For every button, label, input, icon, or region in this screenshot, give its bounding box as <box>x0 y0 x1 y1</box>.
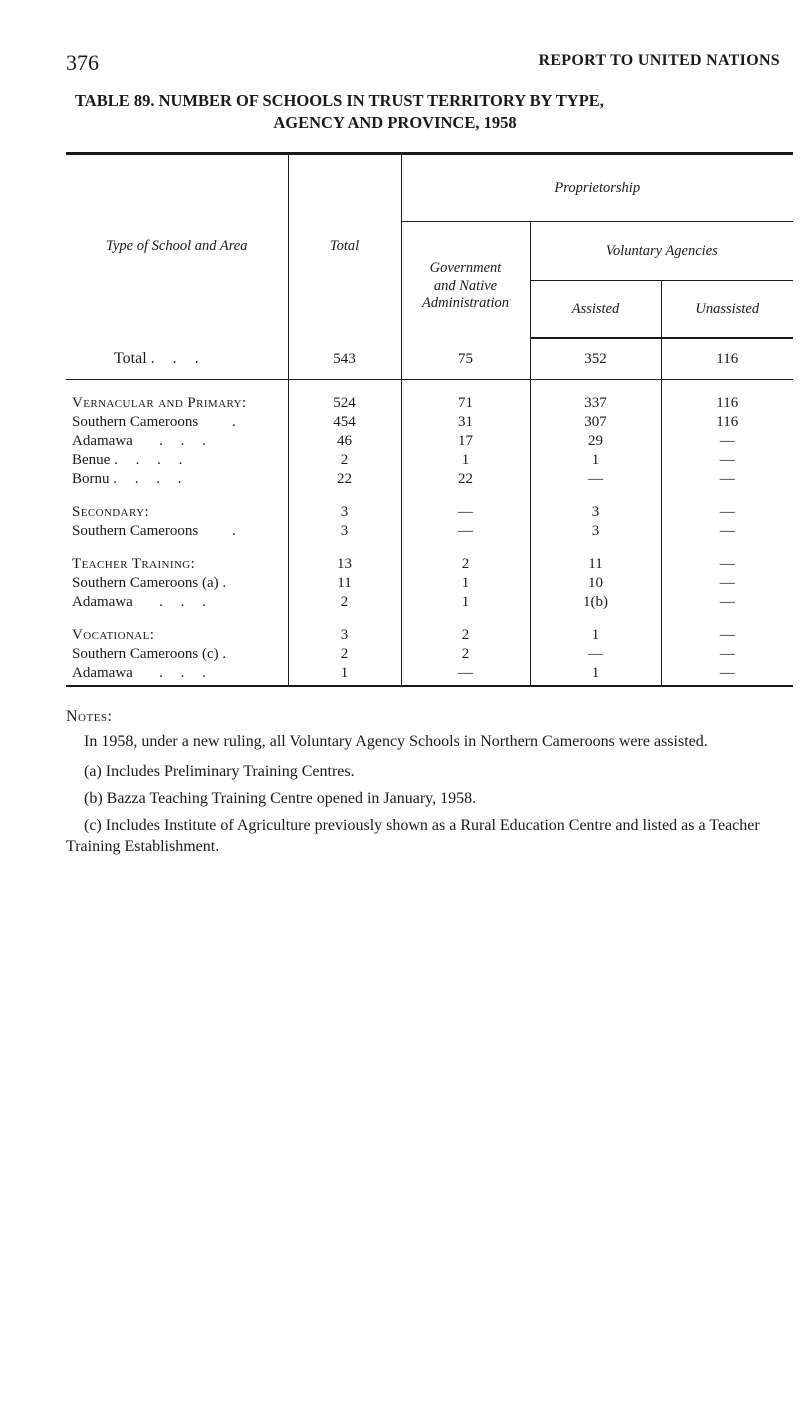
cell-total: 1 <box>288 664 401 686</box>
cell-unassisted: — <box>661 522 793 541</box>
cell-unassisted: — <box>661 503 793 522</box>
cell-assisted: 11 <box>530 555 661 574</box>
table-row <box>66 664 793 686</box>
cell-government: 31 <box>401 413 530 432</box>
cell-government: 1 <box>401 593 530 612</box>
cell-unassisted: — <box>661 432 793 451</box>
table-title <box>75 90 755 135</box>
table-title-line-1: TABLE 89. NUMBER OF SCHOOLS IN TRUST TERRITORY BY TYPE, <box>75 91 604 110</box>
cell-assisted: 307 <box>530 413 661 432</box>
cell-unassisted: — <box>661 664 793 686</box>
cell-government: 22 <box>401 470 530 489</box>
cell-government: 17 <box>401 432 530 451</box>
row-label: Total . . . <box>66 338 288 380</box>
cell-government: — <box>401 503 530 522</box>
table-row <box>66 522 793 541</box>
notes-heading: Notes: <box>66 708 113 725</box>
cell-total: 3 <box>288 522 401 541</box>
cell-assisted: 1(b) <box>530 593 661 612</box>
cell-unassisted: — <box>661 645 793 664</box>
page-header <box>66 50 780 80</box>
note-c: (c) Includes Institute of Agriculture previously shown as a Rural Education Centre and listed as a Teacher Training Establishment. <box>66 817 760 856</box>
cell-assisted: 29 <box>530 432 661 451</box>
cell-government: — <box>401 664 530 686</box>
cell-unassisted: — <box>661 451 793 470</box>
cell-unassisted: — <box>661 574 793 593</box>
cell-assisted: — <box>530 645 661 664</box>
header-total: Total <box>288 155 401 338</box>
header-unassisted: Unassisted <box>661 281 793 339</box>
header-proprietorship: Proprietorship <box>401 155 793 222</box>
cell-total: 22 <box>288 470 401 489</box>
row-label: Southern Cameroons . <box>72 414 243 430</box>
row-label: Adamawa . . . <box>72 433 213 449</box>
cell-government: 2 <box>401 626 530 645</box>
table-row <box>66 338 793 380</box>
cell-unassisted: 116 <box>661 338 793 380</box>
row-label: Adamawa . . . <box>72 594 213 610</box>
row-label: Bornu . . . . <box>72 471 189 487</box>
cell-total: 454 <box>288 413 401 432</box>
cell-total: 2 <box>288 593 401 612</box>
header-government <box>401 222 530 339</box>
note-general: In 1958, under a new ruling, all Voluntary Agency Schools in Northern Cameroons were assisted. <box>84 733 708 751</box>
cell-assisted: 1 <box>530 451 661 470</box>
cell-government: — <box>401 522 530 541</box>
cell-total: 3 <box>288 503 401 522</box>
header-assisted: Assisted <box>530 281 661 339</box>
header-government-line-2: and Native <box>433 277 498 294</box>
row-label: Vocational: <box>72 627 155 643</box>
header-type-of-school: Type of School and Area <box>66 155 288 338</box>
cell-assisted: 1 <box>530 664 661 686</box>
table-title-line-2: AGENCY AND PROVINCE, 1958 <box>273 113 517 133</box>
cell-unassisted: — <box>661 593 793 612</box>
cell-unassisted: — <box>661 626 793 645</box>
cell-unassisted: — <box>661 470 793 489</box>
cell-total: 11 <box>288 574 401 593</box>
row-label: Vernacular and Primary: <box>72 395 247 411</box>
notes-section <box>66 706 793 864</box>
header-voluntary-agencies: Voluntary Agencies <box>530 222 793 281</box>
cell-total: 543 <box>288 338 401 380</box>
row-label: Teacher Training: <box>72 556 196 572</box>
table-row <box>66 470 793 489</box>
table-row <box>66 394 793 413</box>
cell-total: 13 <box>288 555 401 574</box>
cell-government: 1 <box>401 574 530 593</box>
row-label: Southern Cameroons (a) . <box>72 575 234 591</box>
table-body <box>66 338 793 686</box>
cell-government: 2 <box>401 555 530 574</box>
cell-unassisted: 116 <box>661 413 793 432</box>
page-number: 376 <box>66 50 99 75</box>
running-head: REPORT TO UNITED NATIONS <box>538 52 780 69</box>
cell-assisted: 10 <box>530 574 661 593</box>
table-row <box>66 574 793 593</box>
table-row <box>66 451 793 470</box>
cell-total: 2 <box>288 451 401 470</box>
cell-unassisted: — <box>661 555 793 574</box>
cell-total: 46 <box>288 432 401 451</box>
cell-total: 2 <box>288 645 401 664</box>
cell-assisted: 3 <box>530 522 661 541</box>
cell-unassisted: 116 <box>661 394 793 413</box>
cell-government: 71 <box>401 394 530 413</box>
note-a: (a) Includes Preliminary Training Centres. <box>84 762 355 780</box>
cell-government: 1 <box>401 451 530 470</box>
header-government-line-3: Administration <box>421 295 509 312</box>
cell-total: 524 <box>288 394 401 413</box>
table-row <box>66 645 793 664</box>
table-row <box>66 555 793 574</box>
row-label: Adamawa . . . <box>66 664 288 686</box>
schools-table <box>66 152 793 687</box>
table-row <box>66 413 793 432</box>
cell-assisted: 337 <box>530 394 661 413</box>
cell-government: 2 <box>401 645 530 664</box>
cell-assisted: 1 <box>530 626 661 645</box>
table-row <box>66 432 793 451</box>
header-government-line-1: Government <box>429 260 502 277</box>
schools-table-wrapper <box>66 152 793 687</box>
row-label: Secondary: <box>72 504 150 520</box>
cell-total: 3 <box>288 626 401 645</box>
table-row <box>66 626 793 645</box>
row-label: Southern Cameroons . <box>72 523 243 539</box>
table-header <box>66 154 793 339</box>
cell-assisted: 3 <box>530 503 661 522</box>
table-row <box>66 593 793 612</box>
table-row <box>66 503 793 522</box>
note-b: (b) Bazza Teaching Training Centre opened in January, 1958. <box>84 789 477 807</box>
cell-assisted: — <box>530 470 661 489</box>
cell-assisted: 352 <box>530 338 661 380</box>
row-label: Benue . . . . <box>72 452 190 468</box>
cell-government: 75 <box>401 338 530 380</box>
row-label: Southern Cameroons (c) . <box>72 646 234 662</box>
